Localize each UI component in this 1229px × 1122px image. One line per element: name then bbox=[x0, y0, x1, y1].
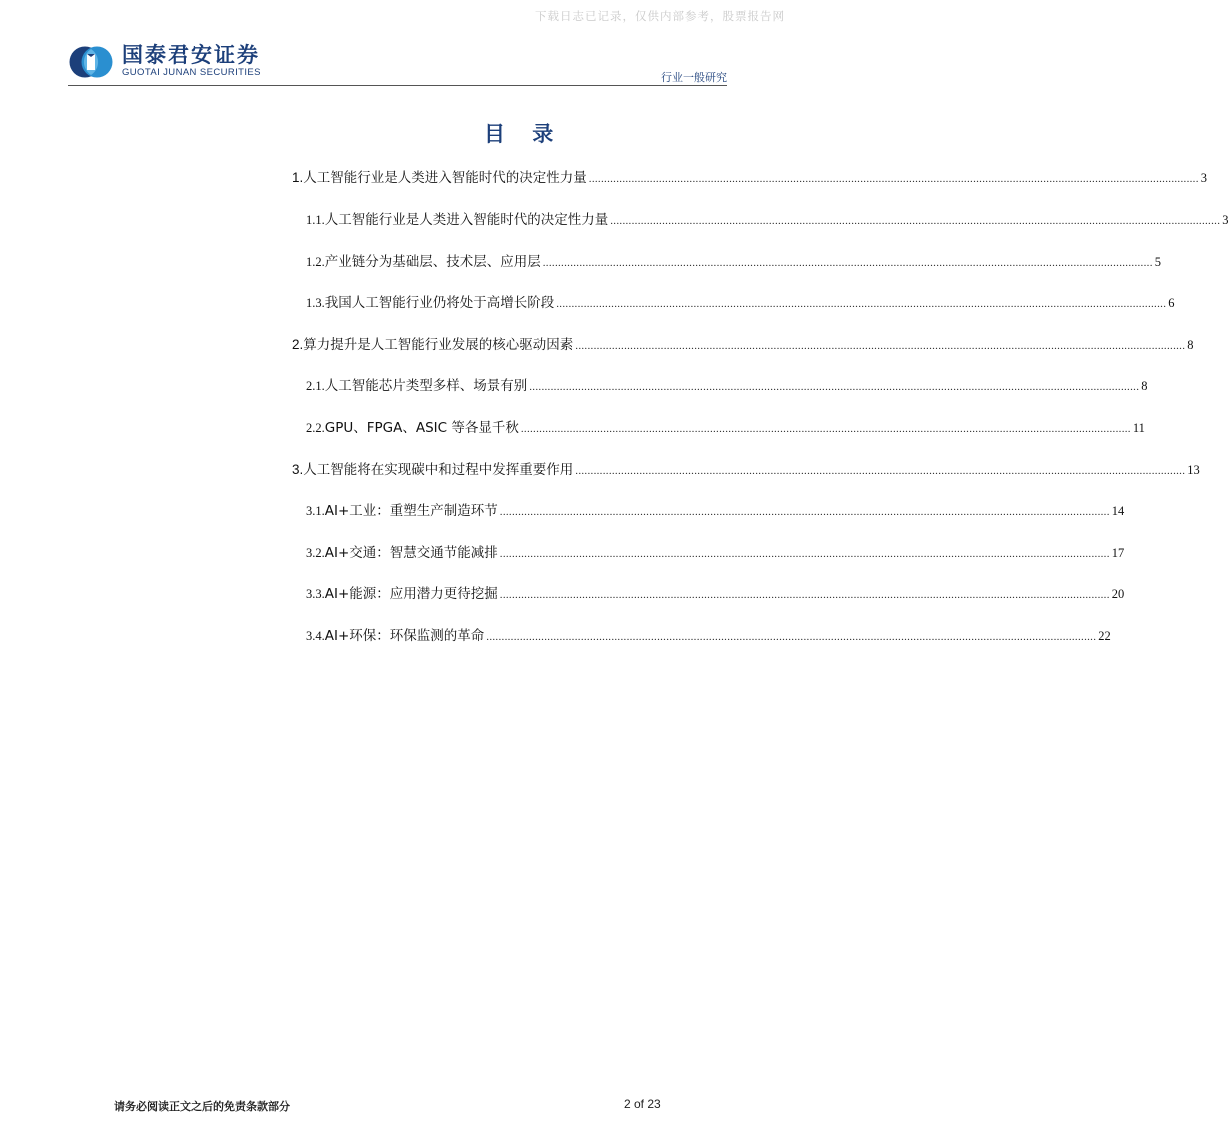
toc-dot-leader: ........................................................................................................................................................................................................ bbox=[575, 340, 1186, 352]
toc-entry-number: 2.1. bbox=[306, 379, 325, 393]
page-number: 2 of 23 bbox=[624, 1097, 661, 1111]
toc-entry-number: 1.2. bbox=[306, 255, 325, 269]
toc-entry-number: 3.4. bbox=[306, 629, 325, 643]
toc-entry-title: AI+工业：重塑生产制造环节 bbox=[324, 503, 498, 519]
toc-entry-page: 13 bbox=[1187, 463, 1200, 477]
toc-entry-number: 2. bbox=[292, 337, 304, 352]
toc-entry[interactable] bbox=[292, 333, 1194, 353]
toc-entry-title: 算力提升是人工智能行业发展的核心驱动因素 bbox=[303, 337, 574, 353]
toc-dot-leader: ........................................................................................................................................................................................................ bbox=[499, 548, 1110, 560]
toc-entry[interactable] bbox=[306, 250, 1161, 270]
footer-disclaimer: 请务必阅读正文之后的免责条款部分 bbox=[114, 1100, 290, 1113]
toc-entry-page: 14 bbox=[1111, 504, 1125, 518]
page-header bbox=[68, 44, 727, 86]
logo-chinese-name: 国泰君安证券 bbox=[122, 43, 260, 67]
toc-entry-page: 3 bbox=[1200, 171, 1208, 185]
company-logo-icon bbox=[68, 45, 114, 79]
toc-entry-title: 产业链分为基础层、技术层、应用层 bbox=[324, 254, 541, 270]
toc-entry-number: 3. bbox=[292, 462, 304, 477]
toc-dot-leader: ........................................................................................................................................................................................................ bbox=[610, 215, 1221, 227]
toc-entry-title: 人工智能行业是人类进入智能时代的决定性力量 bbox=[324, 212, 609, 228]
toc-dot-leader: ........................................................................................................................................................................................................ bbox=[499, 589, 1110, 601]
toc-entry-page: 5 bbox=[1154, 255, 1161, 269]
toc-entry[interactable] bbox=[306, 582, 1125, 602]
toc-entry[interactable] bbox=[306, 499, 1125, 519]
watermark-text: 下载日志已记录，仅供内部参考，股票报告网 bbox=[535, 9, 785, 23]
toc-dot-leader: ........................................................................................................................................................................................................ bbox=[588, 173, 1199, 185]
toc-entry[interactable] bbox=[306, 416, 1145, 436]
toc-entry-title: AI+交通：智慧交通节能减排 bbox=[324, 545, 498, 561]
toc-entry-page: 8 bbox=[1187, 338, 1194, 352]
header-divider bbox=[68, 85, 727, 86]
toc-entry-title: GPU、FPGA、ASIC 等各显千秋 bbox=[324, 420, 519, 436]
toc-entry-number: 2.2. bbox=[306, 421, 325, 435]
toc-dot-leader: ........................................................................................................................................................................................................ bbox=[486, 631, 1097, 643]
logo-english-name: GUOTAI JUNAN SECURITIES bbox=[122, 67, 261, 78]
toc-dot-leader: ........................................................................................................................................................................................................ bbox=[542, 257, 1153, 269]
toc-entry[interactable] bbox=[292, 166, 1208, 186]
toc-entry-title: 人工智能芯片类型多样、场景有别 bbox=[324, 378, 528, 394]
toc-dot-leader: ........................................................................................................................................................................................................ bbox=[556, 298, 1167, 310]
toc-entry-title: 人工智能行业是人类进入智能时代的决定性力量 bbox=[303, 170, 587, 186]
toc-entry-number: 1.1. bbox=[306, 213, 325, 227]
report-category-label: 行业一般研究 bbox=[661, 71, 727, 84]
toc-entry-page: 22 bbox=[1098, 629, 1111, 643]
toc-entry-number: 3.2. bbox=[306, 546, 325, 560]
toc-entry-number: 3.1. bbox=[306, 504, 325, 518]
toc-title: 目 录 bbox=[484, 122, 564, 146]
toc-entry-number: 1.3. bbox=[306, 296, 325, 310]
toc-entry[interactable] bbox=[306, 541, 1125, 561]
toc-entry-number: 1. bbox=[292, 170, 304, 185]
toc-entry[interactable] bbox=[306, 374, 1148, 394]
company-logo bbox=[68, 44, 261, 79]
toc-entry-title: 人工智能将在实现碳中和过程中发挥重要作用 bbox=[303, 462, 574, 478]
toc-entry[interactable] bbox=[306, 291, 1175, 311]
toc-dot-leader: ........................................................................................................................................................................................................ bbox=[575, 465, 1186, 477]
toc-entry[interactable] bbox=[292, 458, 1200, 478]
toc-entry[interactable] bbox=[306, 208, 1229, 228]
toc-entry-title: AI+能源：应用潜力更待挖掘 bbox=[324, 586, 498, 602]
toc-entry[interactable] bbox=[306, 624, 1111, 644]
toc-dot-leader: ........................................................................................................................................................................................................ bbox=[520, 423, 1131, 435]
toc-entry-page: 8 bbox=[1141, 379, 1148, 393]
toc-entry-page: 11 bbox=[1132, 421, 1145, 435]
toc-dot-leader: ........................................................................................................................................................................................................ bbox=[499, 506, 1110, 518]
toc-entry-title: 我国人工智能行业仍将处于高增长阶段 bbox=[324, 295, 555, 311]
toc-entry-page: 17 bbox=[1111, 546, 1125, 560]
toc-entry-page: 3 bbox=[1222, 213, 1229, 227]
toc-dot-leader: ........................................................................................................................................................................................................ bbox=[529, 381, 1140, 393]
toc-entry-number: 3.3. bbox=[306, 587, 325, 601]
toc-entry-page: 20 bbox=[1111, 587, 1125, 601]
toc-entry-page: 6 bbox=[1168, 296, 1175, 310]
toc-entry-title: AI+环保：环保监测的革命 bbox=[324, 628, 485, 644]
